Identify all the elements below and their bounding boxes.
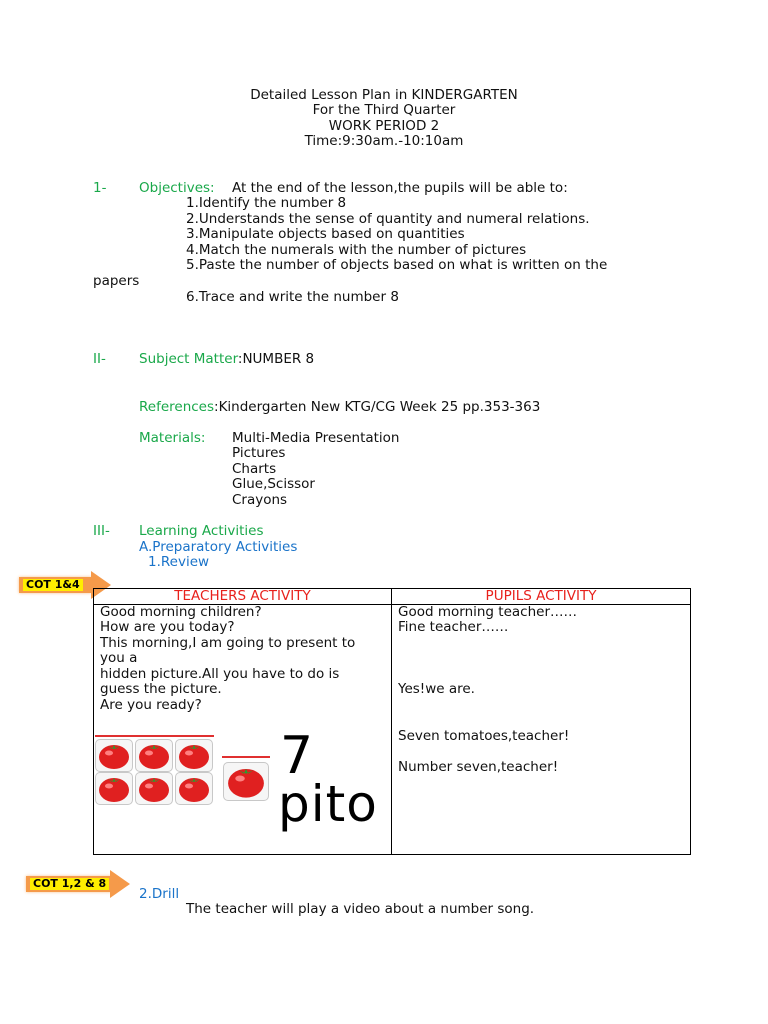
tomato-tile-5	[135, 772, 173, 805]
subject-label: Subject Matter	[139, 351, 238, 367]
tomato-tile-2	[135, 739, 173, 772]
word-pito: pito	[278, 775, 378, 833]
material-item-1: Multi-Media Presentation	[232, 430, 400, 446]
references-line	[139, 400, 540, 416]
subject-line	[139, 352, 314, 368]
objectives-number: 1-	[93, 180, 107, 196]
cot-callout-2	[26, 870, 130, 898]
teacher-line-3: This morning,I am going to present to	[100, 635, 356, 651]
objective-item-3: 3.Manipulate objects based on quantities	[186, 226, 465, 242]
subject-value: :NUMBER 8	[237, 351, 315, 367]
tomato-icon	[136, 740, 172, 771]
tomato-tile-1	[95, 739, 133, 772]
learning-label: Learning Activities	[139, 523, 264, 539]
review-label: 1.Review	[148, 554, 210, 570]
objective-item-1: 1.Identify the number 8	[186, 195, 347, 211]
tomato-icon	[96, 740, 132, 771]
cot-tag-2: COT 1,2 & 8	[30, 878, 109, 890]
pupil-line-4: Seven tomatoes,teacher!	[398, 728, 570, 744]
references-value: :Kindergarten New KTG/CG Week 25 pp.353-363	[214, 399, 541, 415]
teacher-line-7: Are you ready?	[100, 697, 202, 713]
tomato-tile-6	[175, 772, 213, 805]
tomato-tile-3	[175, 739, 213, 772]
tomato-icon	[224, 763, 268, 800]
material-item-2: Pictures	[232, 445, 286, 461]
objective-item-6: 6.Trace and write the number 8	[186, 289, 399, 305]
tomato-tile-4	[95, 772, 133, 805]
objective-item-5-wrap: papers	[93, 273, 140, 289]
pupil-line-1: Good morning teacher……	[398, 604, 577, 620]
tomato-icon	[176, 773, 212, 804]
pupil-line-5: Number seven,teacher!	[398, 759, 559, 775]
header-quarter: For the Third Quarter	[312, 102, 456, 118]
tomato-tile-7	[223, 762, 269, 801]
single-tomato-underline	[222, 756, 270, 758]
tomato-icon	[176, 740, 212, 771]
material-item-4: Glue,Scissor	[232, 476, 315, 492]
teacher-line-2: How are you today?	[100, 619, 235, 635]
header-title: Detailed Lesson Plan in KINDERGARTEN	[250, 87, 518, 103]
teacher-line-4: you a	[100, 650, 138, 666]
drill-label: 2.Drill	[139, 886, 180, 902]
tomato-icon	[96, 773, 132, 804]
material-item-3: Charts	[232, 461, 277, 477]
objective-item-2: 2.Understands the sense of quantity and numeral relations.	[186, 211, 590, 227]
activity-table	[93, 588, 691, 855]
pupils-activity-header: PUPILS ACTIVITY	[485, 588, 597, 604]
references-label: References	[139, 399, 215, 415]
tomato-icon	[136, 773, 172, 804]
arrow-right-icon	[110, 870, 130, 898]
pupil-line-3: Yes!we are.	[398, 681, 475, 697]
drill-text: The teacher will play a video about a number song.	[186, 901, 535, 917]
tomato-group-underline	[95, 735, 214, 737]
header-time: Time:9:30am.-10:10am	[304, 133, 464, 149]
teachers-activity-header: TEACHERS ACTIVITY	[174, 588, 311, 604]
header-work-period: WORK PERIOD 2	[328, 118, 440, 134]
objectives-intro: At the end of the lesson,the pupils will be able to:	[232, 180, 568, 196]
materials-label: Materials:	[139, 430, 206, 446]
preparatory-activities-label: A.Preparatory Activities	[139, 539, 298, 555]
pupil-line-2: Fine teacher……	[398, 619, 509, 635]
subject-number: II-	[93, 351, 106, 367]
cot-tag-1: COT 1&4	[23, 579, 83, 591]
objectives-label: Objectives:	[139, 180, 215, 196]
teacher-line-6: guess the picture.	[100, 681, 222, 697]
learning-number: III-	[93, 523, 110, 539]
teacher-line-5: hidden picture.All you have to do is	[100, 666, 340, 682]
teacher-line-1: Good morning children?	[100, 604, 262, 620]
numeral-seven: 7	[280, 726, 314, 786]
material-item-5: Crayons	[232, 492, 288, 508]
objective-item-5: 5.Paste the number of objects based on what is written on the	[186, 257, 608, 273]
objective-item-4: 4.Match the numerals with the number of pictures	[186, 242, 527, 258]
